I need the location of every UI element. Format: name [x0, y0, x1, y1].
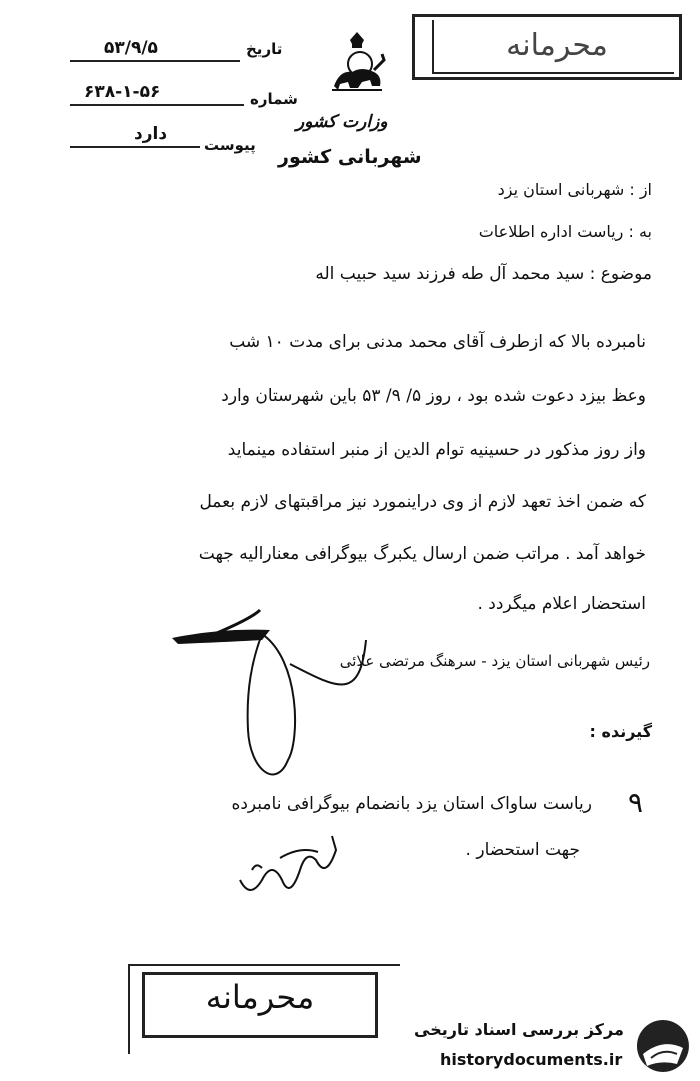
recipient-line: جهت استحضار .: [465, 840, 580, 860]
body-line: نامبرده بالا که ازطرف آقای محمد مدنی برای مدت ۱۰ شب: [229, 332, 646, 352]
archive-watermark-url: historydocuments.ir: [440, 1050, 623, 1069]
confidential-stamp-top: محرمانه: [506, 28, 608, 63]
signer-line: رئیس شهربانی استان یزد - سرهنگ مرتضی علائی: [339, 652, 650, 670]
lion-and-sun-emblem-icon: [322, 30, 392, 96]
recipient-line: ریاست ساواک استان یزد بانضمام بیوگرافی نامبرده: [231, 794, 592, 814]
attachment-underline: [70, 146, 200, 148]
number-value: ۶۳۸-۱-۵۶: [84, 82, 161, 102]
body-line: وعظ بیزد دعوت شده بود ، روز ۵/ ۹/ ۵۳ باین شهرستان وارد: [221, 386, 646, 406]
number-underline: [70, 104, 244, 106]
number-label: شماره: [250, 90, 298, 108]
body-line: استحضار اعلام میگردد .: [477, 594, 646, 614]
date-underline: [70, 60, 240, 62]
attachment-value: دارد: [134, 124, 168, 144]
confidential-stamp-bottom: محرمانه: [205, 978, 315, 1016]
archive-watermark-name: مرکز بررسی اسناد تاریخی: [414, 1020, 624, 1039]
body-line: واز روز مذکور در حسینیه توام الدین از منبر استفاده مینماید: [227, 440, 646, 460]
body-line: که ضمن اخذ تعهد لازم از وی دراینمورد نیز مراقبتهای لازم بعمل: [199, 492, 646, 512]
body-line: خواهد آمد . مراتب ضمن ارسال یکبرگ بیوگرافی معنارالیه جهت: [198, 544, 646, 564]
recipient-handwritten-mark: ۹: [628, 786, 644, 819]
date-label: تاریخ: [246, 40, 283, 58]
attachment-label: پیوست: [204, 136, 256, 154]
recipients-label: گیرنده :: [589, 722, 652, 741]
subject-field: موضوع : سید محمد آل طه فرزند سید حبیب اله: [315, 264, 652, 284]
date-value: ۵۳/۹/۵: [104, 38, 158, 58]
ministry-name: وزارت کشور: [296, 112, 388, 132]
archive-logo-icon: [633, 1018, 693, 1076]
to-field: به : ریاست اداره اطلاعات: [478, 222, 652, 241]
police-department-name: شهربانی کشور: [278, 146, 422, 168]
from-field: از : شهربانی استان یزد: [497, 180, 652, 199]
